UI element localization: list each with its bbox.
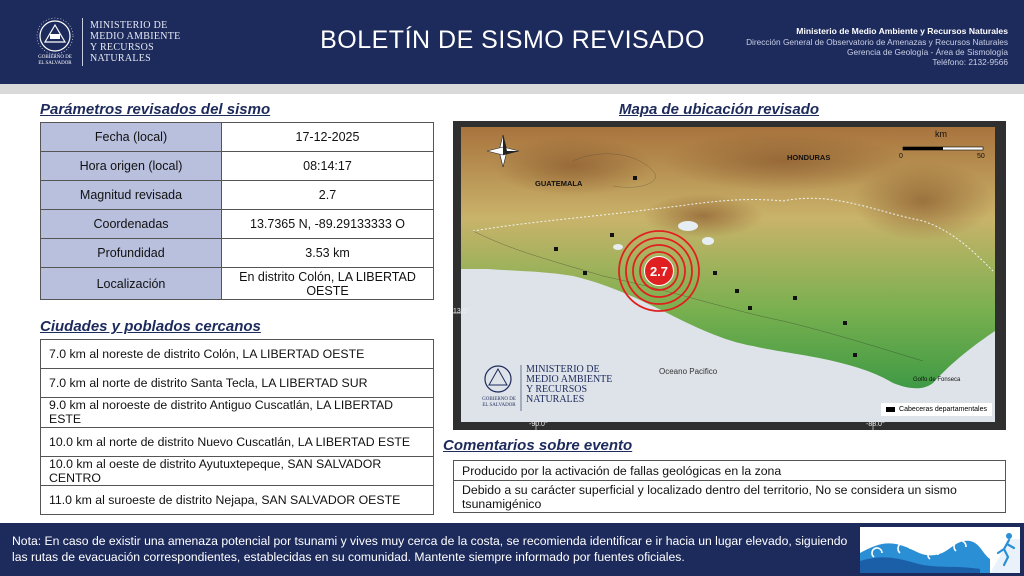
table-row (454, 461, 1006, 481)
scale-unit-label: km (935, 129, 947, 139)
param-value: 2.7 (222, 181, 434, 210)
ocean-label: Oceano Pacifico (659, 367, 718, 376)
comments-table (453, 460, 1006, 513)
comment-text: Producido por la activación de fallas geológicas en la zona (454, 461, 1006, 481)
longitude-tick: -88.0° (866, 421, 885, 428)
param-label: Coordenadas (41, 210, 222, 239)
map-logo-caption: GOBIERNO DE EL SALVADOR (482, 397, 516, 408)
agency-phone: Teléfono: 2132-9566 (932, 57, 1008, 67)
map-logo-text: MINISTERIO DE MEDIO AMBIENTE Y RECURSOS NATURALES (526, 364, 613, 405)
header-bar (0, 0, 1024, 84)
table-row (41, 427, 434, 456)
logo-caption: GOBIERNO DE EL SALVADOR (38, 55, 72, 66)
scale-bar (903, 147, 983, 150)
param-label: Magnitud revisada (41, 181, 222, 210)
logo-separator (82, 18, 83, 66)
tsunami-note: Nota: En caso de existir una amenaza potencial por tsunami y vives muy cerca de la costa, se recomienda identificar e ir hacia un lugar elevado, siguiendo las rutas de evacuación correspondientes, establecidas en su comunidad. Mantente siempre informado por fuentes oficiales. (12, 534, 848, 564)
latitude-tick: 13.5° (453, 308, 470, 315)
longitude-tick: -90.0° (529, 421, 548, 428)
city-distance: 10.0 km al norte de distrito Nuevo Cuscatlán, LA LIBERTAD ESTE (41, 427, 434, 456)
city-distance: 11.0 km al suroeste de distrito Nejapa, SAN SALVADOR OESTE (41, 485, 434, 514)
page-title: BOLETÍN DE SISMO REVISADO (320, 26, 705, 54)
table-row (41, 398, 434, 427)
agency-line: Dirección General de Observatorio de Amenazas y Recursos Naturales (746, 37, 1008, 47)
table-row (41, 123, 434, 152)
table-row (41, 369, 434, 398)
param-value: 13.7365 N, -89.29133333 O (222, 210, 434, 239)
param-label: Profundidad (41, 239, 222, 268)
comments-section-title: Comentarios sobre evento (443, 437, 633, 454)
table-row (41, 210, 434, 239)
city-distance: 7.0 km al noreste de distrito Colón, LA LIBERTAD OESTE (41, 340, 434, 369)
map-section-title: Mapa de ubicación revisado (619, 101, 820, 118)
table-row (41, 268, 434, 300)
footer-bar (0, 523, 1024, 576)
agency-info (746, 26, 1008, 67)
param-value: 17-12-2025 (222, 123, 434, 152)
map-legend (881, 403, 992, 416)
table-row (41, 485, 434, 514)
legend-square-icon (886, 407, 895, 412)
params-section-title: Parámetros revisados del sismo (40, 101, 271, 118)
header-divider-band (0, 84, 1024, 94)
agency-name: Ministerio de Medio Ambiente y Recursos Naturales (796, 26, 1008, 36)
param-label: Hora origen (local) (41, 152, 222, 181)
country-label-honduras: HONDURAS (787, 153, 831, 162)
city-distance: 9.0 km al noroeste de distrito Antiguo Cuscatlán, LA LIBERTAD ESTE (41, 398, 434, 427)
table-row (454, 481, 1006, 513)
param-label: Localización (41, 268, 222, 300)
scale-tick-zero: 0 (899, 153, 903, 160)
location-map (453, 121, 1006, 430)
param-value: En distrito Colón, LA LIBERTAD OESTE (222, 268, 434, 300)
city-distance: 10.0 km al oeste de distrito Ayutuxtepeque, SAN SALVADOR CENTRO (41, 456, 434, 485)
agency-line: Gerencia de Geología - Área de Sismología (847, 47, 1008, 57)
table-row (41, 340, 434, 369)
params-table (40, 122, 434, 300)
tsunami-evacuation-icon (860, 527, 1020, 573)
country-label-guatemala: GUATEMALA (535, 179, 583, 188)
magnitude-marker: 2.7 (644, 256, 674, 286)
param-value: 08:14:17 (222, 152, 434, 181)
ministry-logo-text: MINISTERIO DE MEDIO AMBIENTE Y RECURSOS NATURALES (90, 20, 181, 64)
cities-section-title: Ciudades y poblados cercanos (40, 318, 261, 335)
legend-label: Cabeceras departamentales (899, 406, 987, 413)
param-label: Fecha (local) (41, 123, 222, 152)
table-row (41, 456, 434, 485)
table-row (41, 152, 434, 181)
table-row (41, 239, 434, 268)
table-row (41, 181, 434, 210)
cities-table (40, 339, 434, 515)
gulf-label: Golfo de Fonseca (913, 377, 961, 383)
city-distance: 7.0 km al norte de distrito Santa Tecla, LA LIBERTAD SUR (41, 369, 434, 398)
scale-tick-fifty: 50 (977, 153, 985, 160)
comment-text: Debido a su carácter superficial y localizado dentro del territorio, No se considera un sismo tsunamigénico (454, 481, 1006, 513)
param-value: 3.53 km (222, 239, 434, 268)
